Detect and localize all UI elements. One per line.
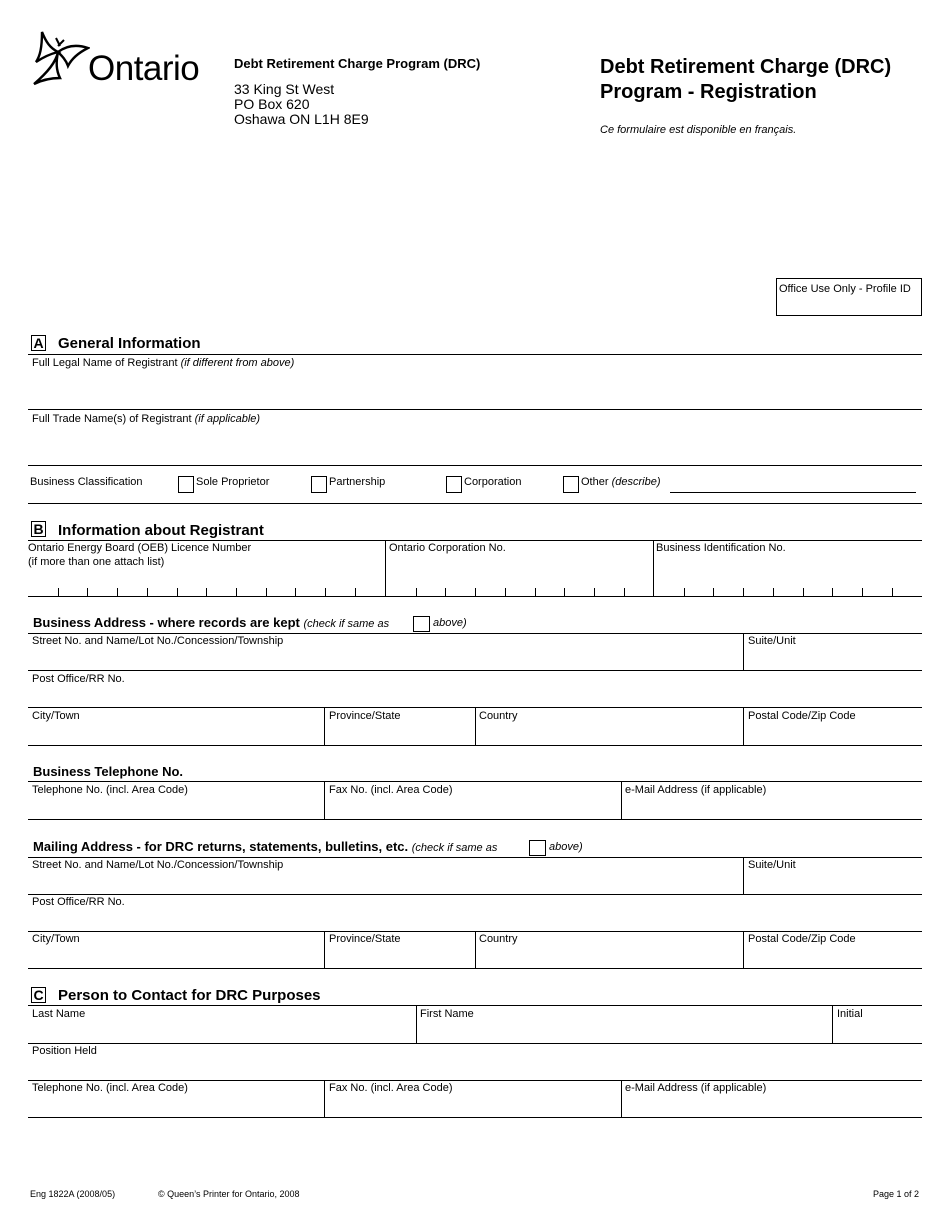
digit-cell-tick [117,588,118,596]
program-address-line: Oshawa ON L1H 8E9 [234,111,369,127]
section-a-letter: A [31,335,46,351]
same-as-above-note: above) [433,617,467,629]
business-address-title: Business Address - where records are kept (check if same as [33,615,390,630]
country-label: Country [479,710,518,722]
sole-proprietor-checkbox[interactable] [178,476,194,493]
last-name-label: Last Name [32,1008,86,1020]
oeb-licence-note: (if more than one attach list) [28,556,165,568]
digit-cell-tick [684,588,685,596]
digit-cell-tick [445,588,446,596]
section-a-title: General Information [58,335,201,352]
divider [28,503,922,504]
fax-label: Fax No. (incl. Area Code) [329,1082,453,1094]
trade-name-label: Full Trade Name(s) of Registrant (if applicable) [32,413,261,425]
suite-label: Suite/Unit [748,859,796,871]
digit-cell-tick [147,588,148,596]
digit-cell-tick [87,588,88,596]
page-number: Page 1 of 2 [873,1189,920,1199]
country-label: Country [479,933,518,945]
divider [28,745,922,746]
fax-label: Fax No. (incl. Area Code) [329,784,453,796]
divider [28,465,922,466]
initial-label: Initial [837,1008,863,1020]
digit-cell-tick [325,588,326,596]
digit-cell-tick [266,588,267,596]
business-po-field[interactable] [28,671,922,707]
first-name-label: First Name [420,1008,474,1020]
digit-cell-tick [355,588,356,596]
province-label: Province/State [329,710,401,722]
sole-proprietor-label: Sole Proprietor [196,476,270,488]
french-note: Ce formulaire est disponible en français. [600,124,797,136]
corporation-checkbox[interactable] [446,476,462,493]
telephone-label: Telephone No. (incl. Area Code) [32,1082,188,1094]
digit-cell-tick [892,588,893,596]
corporation-number-label: Ontario Corporation No. [389,542,506,554]
business-phone-title: Business Telephone No. [33,764,184,779]
other-label: Other (describe) [581,476,661,488]
copyright: © Queen’s Printer for Ontario, 2008 [158,1189,300,1199]
form-title: Debt Retirement Charge (DRC) [600,56,892,78]
po-label: Post Office/RR No. [32,896,125,908]
digit-cell-tick [535,588,536,596]
mailing-address-title: Mailing Address - for DRC returns, statements, bulletins, etc. (check if same as [33,839,498,854]
province-label: Province/State [329,933,401,945]
office-use-box[interactable] [776,278,922,316]
corporation-label: Corporation [464,476,522,488]
form-number: Eng 1822A (2008/05) [30,1189,116,1199]
oeb-licence-label: Ontario Energy Board (OEB) Licence Number [28,542,252,554]
digit-cell-tick [58,588,59,596]
mailing-po-field[interactable] [28,895,922,931]
email-label: e-Mail Address (if applicable) [625,1082,767,1094]
digit-cell-tick [475,588,476,596]
city-label: City/Town [32,710,80,722]
divider [28,1117,922,1118]
ontario-logo [28,28,208,92]
suite-label: Suite/Unit [748,635,796,647]
form-title: Program - Registration [600,81,817,103]
section-b-letter: B [31,521,46,537]
divider [28,819,922,820]
mailing-same-as-above-checkbox[interactable] [529,840,546,856]
office-use-label: Office Use Only - Profile ID [779,283,911,295]
contact-first-name-field[interactable] [417,1006,832,1043]
digit-cell-tick [177,588,178,596]
section-b-title: Information about Registrant [58,522,264,539]
logo-wordmark: Ontario [88,49,200,88]
trillium-icon [28,28,90,90]
digit-cell-tick [862,588,863,596]
program-address-line: 33 King St West [234,81,335,97]
digit-cell-tick [505,588,506,596]
digit-cell-tick [803,588,804,596]
other-describe-input[interactable] [670,478,916,493]
divider [28,968,922,969]
other-checkbox[interactable] [563,476,579,493]
contact-last-name-field[interactable] [28,1006,416,1043]
email-label: e-Mail Address (if applicable) [625,784,767,796]
digit-cell-tick [624,588,625,596]
same-as-above-checkbox[interactable] [413,616,430,632]
city-label: City/Town [32,933,80,945]
digit-cell-tick [206,588,207,596]
digit-cell-tick [594,588,595,596]
postal-label: Postal Code/Zip Code [748,710,856,722]
program-name: Debt Retirement Charge Program (DRC) [234,56,481,71]
position-label: Position Held [32,1045,97,1057]
same-as-above-note: above) [549,841,583,853]
digit-cell-tick [713,588,714,596]
postal-label: Postal Code/Zip Code [748,933,856,945]
digit-cell-tick [564,588,565,596]
digit-cell-tick [832,588,833,596]
classification-label: Business Classification [30,476,143,488]
street-label: Street No. and Name/Lot No./Concession/Township [32,859,284,871]
section-c-letter: C [31,987,46,1003]
business-id-label: Business Identification No. [656,542,786,554]
telephone-label: Telephone No. (incl. Area Code) [32,784,188,796]
digit-cell-tick [236,588,237,596]
digit-cell-tick [773,588,774,596]
program-address-line: PO Box 620 [234,96,310,112]
po-label: Post Office/RR No. [32,673,125,685]
digit-cell-tick [743,588,744,596]
digit-cell-tick [416,588,417,596]
divider [28,596,922,597]
partnership-label: Partnership [329,476,386,488]
partnership-checkbox[interactable] [311,476,327,493]
contact-position-field[interactable] [28,1044,922,1080]
street-label: Street No. and Name/Lot No./Concession/Township [32,635,284,647]
legal-name-label: Full Legal Name of Registrant (if different from above) [32,357,295,369]
digit-cell-tick [295,588,296,596]
section-c-title: Person to Contact for DRC Purposes [58,987,321,1004]
